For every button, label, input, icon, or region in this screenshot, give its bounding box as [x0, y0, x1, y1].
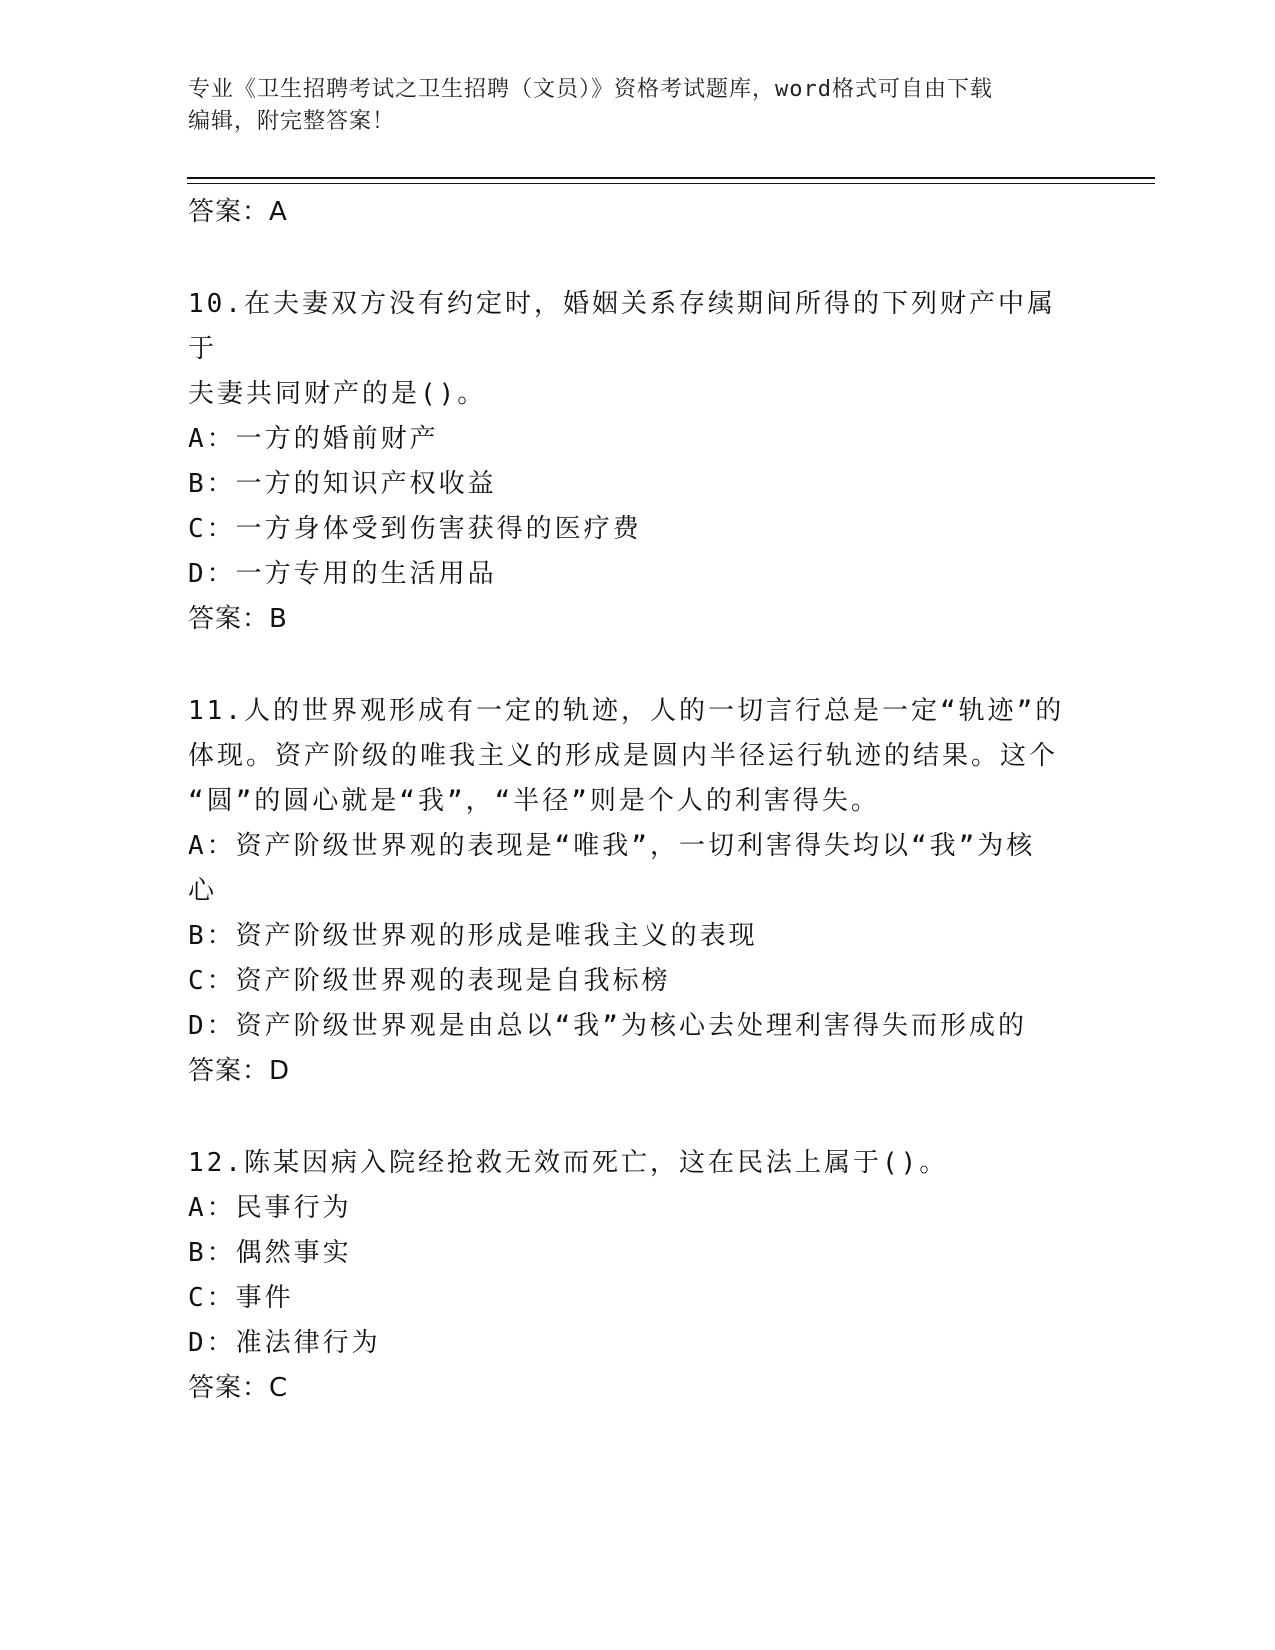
- page-content: [188, 190, 1088, 1411]
- question-10: [188, 282, 1088, 642]
- question-11: [188, 689, 1088, 1094]
- page-header: [188, 74, 1068, 138]
- option-b: B：一方的知识产权收益: [188, 469, 497, 499]
- header-line-1: 专业《卫生招聘考试之卫生招聘（文员）》资格考试题库，word格式可自由下载: [188, 77, 993, 102]
- option-a: A：一方的婚前财产: [188, 424, 439, 454]
- header-rule-thin: [187, 183, 1155, 184]
- answer-label: 答案：D: [188, 1056, 291, 1086]
- question-line: 12.陈某因病入院经抢救无效而死亡，这在民法上属于()。: [188, 1148, 949, 1178]
- question-line: 体现。资产阶级的唯我主义的形成是圆内半径运行轨迹的结果。这个: [188, 741, 1059, 771]
- answer-label: 答案：C: [188, 1373, 289, 1403]
- option-c: C：资产阶级世界观的表现是自我标榜: [188, 966, 671, 996]
- option-c: C：一方身体受到伤害获得的医疗费: [188, 514, 642, 544]
- option-a: A：民事行为: [188, 1193, 352, 1223]
- question-line: 11.人的世界观形成有一定的轨迹，人的一切言行总是一定“轨迹”的: [188, 696, 1065, 726]
- question-line: 夫妻共同财产的是()。: [188, 379, 487, 409]
- answer-label: 答案：B: [188, 604, 288, 634]
- answer-label: 答案：A: [188, 197, 288, 227]
- question-line: 10.在夫妻双方没有约定时，婚姻关系存续期间所得的下列财产中属于: [188, 289, 1056, 364]
- option-d: D：一方专用的生活用品: [188, 559, 497, 589]
- header-line-2: 编辑，附完整答案！: [188, 109, 396, 134]
- option-c: C：事件: [188, 1283, 294, 1313]
- option-a: A：资产阶级世界观的表现是“唯我”，一切利害得失均以“我”为核: [188, 831, 1036, 861]
- question-12: [188, 1141, 1088, 1411]
- question-line: “圆”的圆心就是“我”，“半径”则是个人的利害得失。: [188, 786, 880, 816]
- option-d: D：资产阶级世界观是由总以“我”为核心去处理利害得失而形成的: [188, 1011, 1027, 1041]
- option-d: D：准法律行为: [188, 1328, 381, 1358]
- header-rule-thick: [187, 177, 1155, 179]
- option-b: B：偶然事实: [188, 1238, 352, 1268]
- option-b: B：资产阶级世界观的形成是唯我主义的表现: [188, 921, 758, 951]
- option-a-continued: 心: [188, 876, 218, 906]
